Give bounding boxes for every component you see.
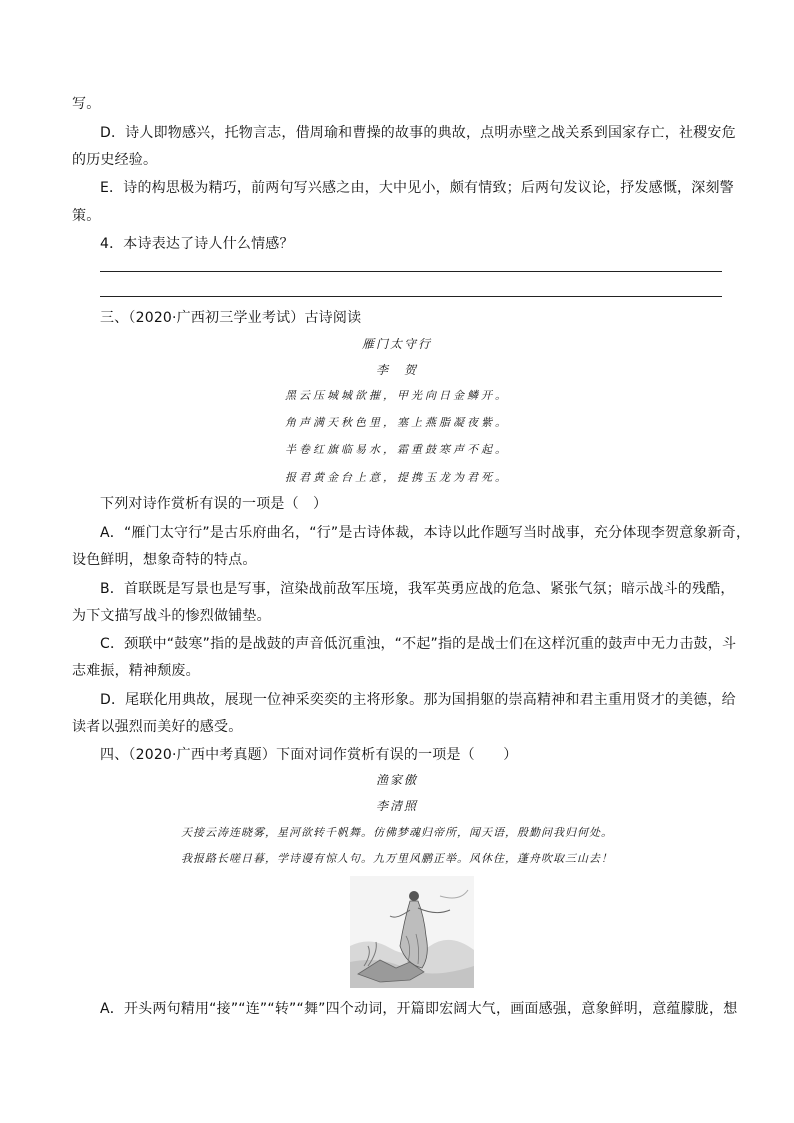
poem-2-title: 渔家傲 (375, 773, 418, 787)
section-3-option-a: A．“雁门太守行”是古乐府曲名，“行”是古诗体裁，本诗以此作题写当时战事，充分体现李贺意象新奇， (100, 525, 751, 541)
poem-1-line: 角声满天秋色里，塞上燕脂凝夜紫。 (285, 416, 509, 429)
answer-line-2 (100, 296, 722, 297)
section-3-option-c-cont: 志难振，精神颓废。 (72, 663, 200, 679)
section-3-option-d-cont: 读者以强烈而美好的感受。 (72, 719, 243, 735)
section-3-heading: 三、（2020·广西初三学业考试）古诗阅读 (100, 310, 362, 326)
poem-2-line: 天接云涛连晓雾，星河欲转千帆舞。仿佛梦魂归帝所，闻天语，殷勤问我归何处。 (181, 826, 613, 839)
answer-line-1 (100, 271, 722, 272)
poem-1-title: 雁门太守行 (361, 337, 432, 351)
section-4-option-a: A．开头两句精用“接”“连”“转”“舞”四个动词，开篇即宏阔大气，画面感强，意象鲜明，意蕴朦胧，想 (100, 1001, 738, 1017)
option-d-prev: D．诗人即物感兴，托物言志，借周瑜和曹操的故事的典故，点明赤壁之战关系到国家存亡，社稷安危 (100, 125, 736, 141)
section-3-option-a-cont: 设色鲜明，想象奇特的特点。 (72, 552, 257, 568)
section-3-option-c: C．颈联中“鼓寒”指的是战鼓的声音低沉重浊，“不起”指的是战士们在这样沉重的鼓声中无力击鼓，斗 (100, 636, 737, 652)
poem-1-line: 黑云压城城欲摧，甲光向日金鳞开。 (285, 389, 509, 402)
section-3-option-b: B．首联既是写景也是写事，渲染战前敌军压境，我军英勇应战的危急、紧张气氛；暗示战斗的残酷， (100, 581, 735, 597)
section-3-question: 下列对诗作赏析有误的一项是（ ） (100, 496, 328, 512)
section-4-heading: 四、（2020·广西中考真题）下面对词作赏析有误的一项是（ ） (100, 747, 518, 763)
poem-1-line: 报君黄金台上意，提携玉龙为君死。 (285, 471, 509, 484)
option-e-cont: 策。 (72, 208, 101, 224)
option-e: E．诗的构思极为精巧，前两句写兴感之由，大中见小，颇有情致；后两句发议论，抒发感慨，深刻警 (100, 180, 734, 196)
text-line-xie: 写。 (72, 96, 101, 112)
poem-2-author: 李清照 (375, 799, 418, 813)
poem-2-line: 我报路长嗟日暮，学诗谩有惊人句。九万里风鹏正举。风休住，蓬舟吹取三山去！ (181, 852, 613, 865)
poem-1-author: 李 贺 (375, 363, 418, 377)
poet-illustration (350, 876, 474, 988)
question-4: 4．本诗表达了诗人什么情感？ (100, 236, 294, 252)
section-3-option-b-cont: 为下文描写战斗的惨烈做铺垫。 (72, 608, 271, 624)
option-d-prev-cont: 的历史经验。 (72, 152, 158, 168)
poem-1-line: 半卷红旗临易水，霜重鼓寒声不起。 (285, 443, 509, 456)
section-3-option-d: D．尾联化用典故，展现一位神采奕奕的主将形象。那为国捐躯的崇高精神和君主重用贤才的美德，给 (100, 692, 736, 708)
